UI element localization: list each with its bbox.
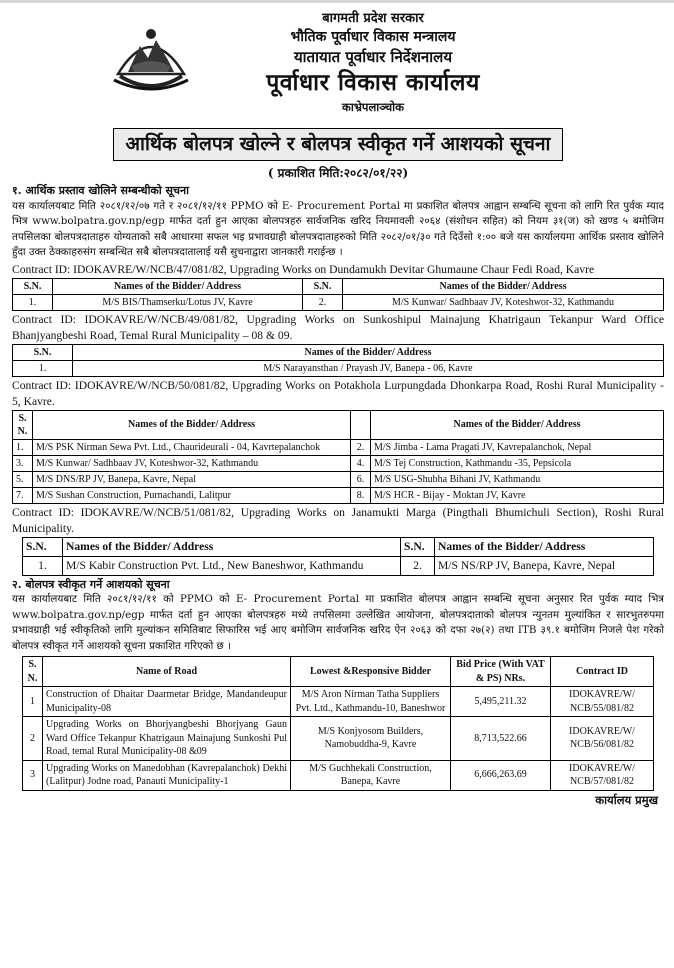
cell-bidder: M/S Jimba - Lama Pragati JV, Kavrepalanchok, Nepal [371, 439, 664, 455]
bidder-table [12, 344, 664, 377]
cell-bidder: M/S Sushan Construction, Purnachandi, Lalitpur [33, 487, 351, 503]
cell-sn: 1 [23, 687, 43, 717]
bidder-table [12, 278, 664, 311]
cell-sn: 3 [23, 760, 43, 790]
cell-contract: IDOKAVRE/W/ NCB/56/081/82 [551, 717, 654, 761]
cell-bidder: M/S Narayansthan / Prayash JV, Banepa - 06, Kavre [73, 360, 664, 376]
col-sn: S. N. [23, 657, 43, 687]
bidder-table [22, 537, 654, 576]
cell-sn: 2. [401, 556, 435, 575]
col-sn: S.N. [13, 344, 73, 360]
cell-sn: 2. [303, 294, 343, 310]
contract-title: Contract ID: IDOKAVRE/W/NCB/51/081/82, Upgrading Works on Janamukti Marga (Pingthali Bhumichuli Section), Roshi Rural Municipality. [12, 505, 664, 535]
cell-sn: 7. [13, 487, 33, 503]
signature: कार्यालय प्रमुख [595, 792, 658, 807]
cell-sn: 1. [13, 294, 53, 310]
cell-sn: 8. [351, 487, 371, 503]
table-row [13, 471, 664, 487]
contract-title: Contract ID: IDOKAVRE/W/NCB/50/081/82, Upgrading Works on Potakhola Lurpungdada Dhonkarpa Road, Roshi Rural Municipality - 5, Kavre. [12, 378, 664, 408]
publish-date: ( प्रकाशित मिति:२०८२/०१/२२) [267, 166, 409, 180]
cell-price: 6,666,263.69 [451, 760, 551, 790]
cell-contract: IDOKAVRE/W/ NCB/57/081/82 [551, 760, 654, 790]
cell-bidder: M/S Aron Nirman Tatha Suppliers Pvt. Ltd., Kathmandu-10, Baneshwor [291, 687, 451, 717]
col-name: Names of the Bidder/ Address [343, 278, 664, 294]
cell-bidder: M/S HCR - Bijay - Moktan JV, Kavre [371, 487, 664, 503]
col-sn: S. N. [13, 410, 33, 439]
cell-sn: 1. [13, 360, 73, 376]
cell-bidder: M/S NS/RP JV, Banepa, Kavre, Nepal [435, 556, 654, 575]
section1-heading: १. आर्थिक प्रस्ताव खोलिने सम्बन्धीको सूचना [12, 184, 189, 197]
col-name: Names of the Bidder/ Address [63, 537, 401, 556]
table-row [13, 455, 664, 471]
cell-price: 8,713,522.66 [451, 717, 551, 761]
cell-bidder: M/S Kunwar/ Sadhbaav JV, Koteshwor-32, Kathmandu [343, 294, 664, 310]
table-row [13, 294, 664, 310]
cell-sn: 1. [23, 556, 63, 575]
col-sn: S.N. [13, 278, 53, 294]
cell-road: Upgrading Works on Manedobhan (Kavrepalanchok) Dekhi (Lalitpur) Jodne road, Panauti Municipality-1 [43, 760, 291, 790]
col-name: Names of the Bidder/ Address [371, 410, 664, 439]
table-row [23, 687, 654, 717]
cell-bidder: M/S DNS/RP JV, Banepa, Kavre, Nepal [33, 471, 351, 487]
col-sn: S.N. [303, 278, 343, 294]
cell-sn: 6. [351, 471, 371, 487]
cell-sn: 4. [351, 455, 371, 471]
directorate-line: यातायात पूर्वाधार निर्देशनालय [293, 48, 453, 66]
letterhead [12, 6, 664, 126]
cell-road: Upgrading Works on Bhorjyangbeshi Bhorjyang Gaun Ward Office Tekanpur Khatrigaun Mainajung Sunkoshi Pul Road, temal Rural Municipality-08 &09 [43, 717, 291, 761]
cell-bidder: M/S Guchhekali Construction, Banepa, Kavre [291, 760, 451, 790]
notice-title: आर्थिक बोलपत्र खोल्ने र बोलपत्र स्वीकृत गर्ने आशयको सूचना [113, 128, 564, 161]
cell-bidder: M/S Tej Construction, Kathmandu -35, Pepsicola [371, 455, 664, 471]
cell-contract: IDOKAVRE/W/ NCB/55/081/82 [551, 687, 654, 717]
col-road: Name of Road [43, 657, 291, 687]
office-name: पूर्वाधार विकास कार्यालय [266, 69, 480, 96]
table-row [23, 717, 654, 761]
cell-bidder: M/S Kabir Construction Pvt. Ltd., New Baneshwor, Kathmandu [63, 556, 401, 575]
col-contract: Contract ID [551, 657, 654, 687]
col-sn [351, 410, 371, 439]
col-price: Bid Price (With VAT & PS) NRs. [451, 657, 551, 687]
col-bidder: Lowest &Responsive Bidder [291, 657, 451, 687]
ministry-line: भौतिक पूर्वाधार विकास मन्त्रालय [290, 29, 456, 45]
cell-sn: 3. [13, 455, 33, 471]
contract-title: Contract ID: IDOKAVRE/W/NCB/49/081/82, Upgrading Works on Sunkoshipul Mainajung Khatrigaun Tekanpur Ward Office Bhanjyangbeshi Road, Temal Rural Municipality – 08 & 09. [12, 312, 664, 342]
cell-bidder: M/S BIS/Thamserku/Lotus JV, Kavre [53, 294, 303, 310]
bidder-table [12, 410, 664, 504]
office-place: काभ्रेपलाञ्चोक [342, 100, 404, 114]
table-row [13, 439, 664, 455]
col-name: Names of the Bidder/ Address [435, 537, 654, 556]
table-row [13, 487, 664, 503]
cell-sn: 5. [13, 471, 33, 487]
col-name: Names of the Bidder/ Address [33, 410, 351, 439]
cell-bidder: M/S PSK Nirman Sewa Pvt. Ltd., Chaurideurali - 04, Kavrtepalanchok [33, 439, 351, 455]
cell-sn: 2. [351, 439, 371, 455]
section2-heading: २. बोलपत्र स्वीकृत गर्ने आशयको सूचना [12, 577, 170, 591]
col-sn: S.N. [401, 537, 435, 556]
col-name: Names of the Bidder/ Address [53, 278, 303, 294]
contract-title: Contract ID: IDOKAVRE/W/NCB/47/081/82, Upgrading Works on Dundamukh Devitar Ghumaune Chaur Fedi Road, Kavre [12, 262, 595, 276]
award-table [22, 656, 654, 791]
cell-bidder: M/S USG-Shubha Bihani JV, Kathmandu [371, 471, 664, 487]
cell-sn: 2 [23, 717, 43, 761]
top-rule [0, 0, 674, 3]
table-row [23, 556, 654, 575]
cell-bidder: M/S Konjyosom Builders, Namobuddha-9, Kavre [291, 717, 451, 761]
cell-price: 5,495,211.32 [451, 687, 551, 717]
table-row [13, 360, 664, 376]
cell-bidder: M/S Kunwar/ Sadhbaav JV, Koteshwor-32, Kathmandu [33, 455, 351, 471]
col-sn: S.N. [23, 537, 63, 556]
table-row [23, 760, 654, 790]
cell-road: Construction of Dhaitar Daarmetar Bridge, Mandandeupur Municipality-08 [43, 687, 291, 717]
govt-line: बागमती प्रदेश सरकार [322, 11, 424, 26]
section1-paragraph: यस कार्यालयबाट मिति २०८१/१२/०७ गते र २०८१/१२/११ PPMO को E- Procurement Portal मा प्रकाशित बोलपत्र आह्वान सम्बन्धि सूचना को लागि रित पुर्वक म्याद भित्र www.bolpatra.gov.np/egp मार्फत दर्ता हुन आएका बोलपत्रहरु सार्वजनिक खरिद नियमावली २०६४ (संशोधन सहित) को नियम ३१(ज) को खण्ड ५ बमोजिम तपसिलका बोलपत्रदाताहरु योग्यताको सबै आधारमा सफल भइ प्रभावग्राही बोलपत्रदाताहरुको मिति २०८२/०१/३० गते दिउँसो १:०० बजे यस कार्यालयमा आर्थिक प्रस्ताव खोलिने हुँदा उक्त ठेक्काहरुसंग सम्बन्धित सबै बोलपत्रदातालाई यसै सुचनाद्वारा जानकारी गराईन्छ । [12, 199, 664, 259]
col-name: Names of the Bidder/ Address [73, 344, 664, 360]
section2-paragraph: यस कार्यालयबाट मिति २०८१/१२/११ को PPMO को E- Procurement Portal मा प्रकाशित बोलपत्र आह्वान सम्बन्धि सूचना अनुसार रित पुर्वक म्याद भित्र www.bolpatra.gov.np/egp मार्फत दर्ता हुन आएका बोलपत्रहरु मध्ये तपसिलमा उल्लेखित आयोजना, बोलपत्रदाताको बोलपत्र न्युनतम मुल्यांकित र सारभुतरुपमा प्रभावग्राही भई स्वीकृतिको लागि मुल्यांकन समितिबाट सिफारिस भई आए बमोजिम सार्वजनिक खरिद ऐन २०६३ को दफा २७(२) तथा ITB ३९.१ बमोजिम निजले पेश गरेको बोलपत्र स्वीकृत गर्ने आशयको सूचना प्रकाशित गरिएको छ । [12, 593, 664, 652]
cell-sn: 1. [13, 439, 33, 455]
